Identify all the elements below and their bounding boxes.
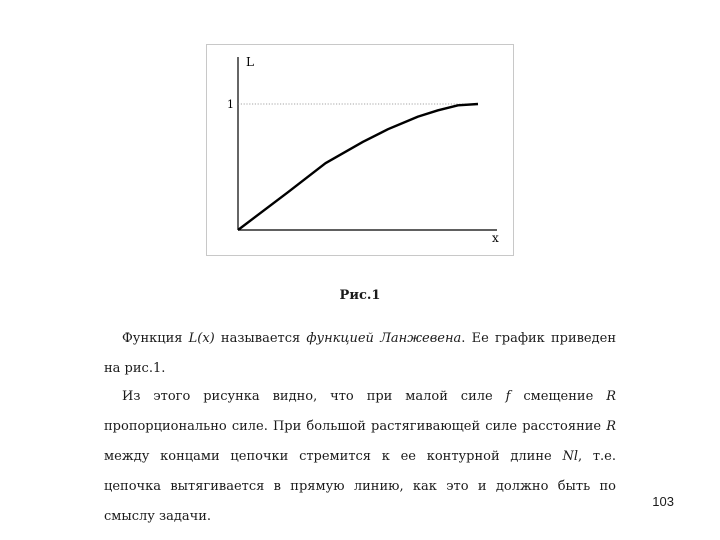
math-var-r: R bbox=[606, 419, 616, 434]
x-axis-label: x bbox=[492, 231, 499, 245]
text-segment: между концами цепочки стремится к ее контурной длине bbox=[104, 449, 563, 464]
text-segment: Из этого рисунка видно, что при малой силе bbox=[122, 389, 506, 404]
paragraph-explanation bbox=[104, 382, 616, 532]
text-segment: пропорционально силе. При большой растягивающей силе расстояние bbox=[104, 419, 607, 434]
langevin-curve bbox=[238, 104, 478, 230]
paragraph-definition bbox=[104, 324, 616, 384]
text-segment: Функция bbox=[122, 331, 189, 346]
langevin-chart bbox=[207, 45, 513, 255]
math-var-r: R bbox=[606, 389, 616, 404]
figure-langevin-graph bbox=[206, 44, 514, 256]
math-var-f: f bbox=[505, 389, 511, 404]
figure-caption: Рис.1 bbox=[339, 288, 381, 303]
page-number: 103 bbox=[652, 494, 674, 509]
text-segment: . Ее график приведен на рис.1. bbox=[104, 331, 616, 376]
y-axis-label: L bbox=[246, 55, 254, 69]
text-segment: смещение bbox=[510, 389, 607, 404]
math-function: L(x) bbox=[188, 331, 215, 346]
term-langevin-function: функцией Ланжевена bbox=[306, 331, 462, 346]
math-var-nl: Nl bbox=[562, 449, 578, 464]
text-segment: , т.е. цепочка вытягивается в прямую линию, как это и должно быть по смыслу задачи. bbox=[104, 449, 617, 524]
y-tick-label: 1 bbox=[227, 98, 234, 111]
text-segment: называется bbox=[214, 331, 307, 346]
